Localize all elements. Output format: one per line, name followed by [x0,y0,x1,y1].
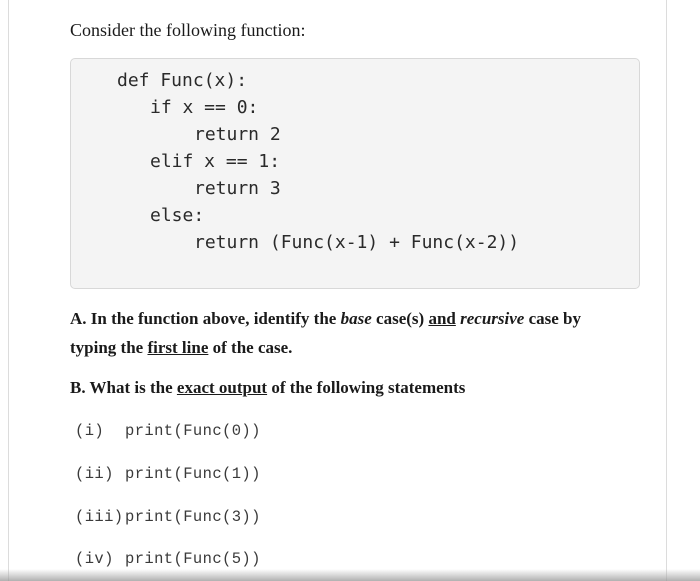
question-a-line-1 [70,309,581,329]
code-line-return-2: return 2 [194,124,281,145]
code-line-elif: elif x == 1: [150,151,281,172]
statement-i [75,422,261,440]
question-b-label: B. What is the [70,378,173,397]
statement-number: (iii) [75,508,124,526]
statement-code: print(Func(3)) [125,508,261,526]
intro-text: Consider the following function: [70,20,306,40]
typing-the-text: typing the [70,338,144,357]
code-line-return-3: return 3 [194,178,281,199]
statement-number: (ii) [75,465,114,483]
code-line-def: def Func(x): [117,70,248,91]
statement-code: print(Func(1)) [125,465,261,483]
question-a-line-2 [70,338,292,358]
cases-word: case(s) [376,309,425,328]
recursive-word: recursive [460,309,525,328]
and-word: and [428,309,456,328]
statement-code: print(Func(5)) [125,550,261,568]
statement-number: (iv) [75,550,114,568]
left-page-border [8,0,9,581]
question-b-line [70,378,465,398]
question-a-label: A. In the function above, identify the [70,309,337,328]
statement-code: print(Func(0)) [125,422,261,440]
question-b-rest: of the following statements [271,378,466,397]
case-by-word: case by [528,309,581,328]
statement-iv [75,550,261,568]
base-word: base [340,309,372,328]
of-the-case-text: of the case. [212,338,293,357]
code-line-if: if x == 0: [150,97,259,118]
statement-number: (i) [75,422,105,440]
statement-ii [75,465,261,483]
exact-output-text: exact output [176,378,268,397]
code-line-else: else: [150,205,205,226]
code-block [70,58,640,289]
right-page-border [666,0,667,581]
code-line-return-recursive: return (Func(x-1) + Func(x-2)) [194,232,520,253]
first-line-text: first line [147,338,209,357]
statement-iii [75,508,261,526]
bottom-shadow [0,569,700,581]
